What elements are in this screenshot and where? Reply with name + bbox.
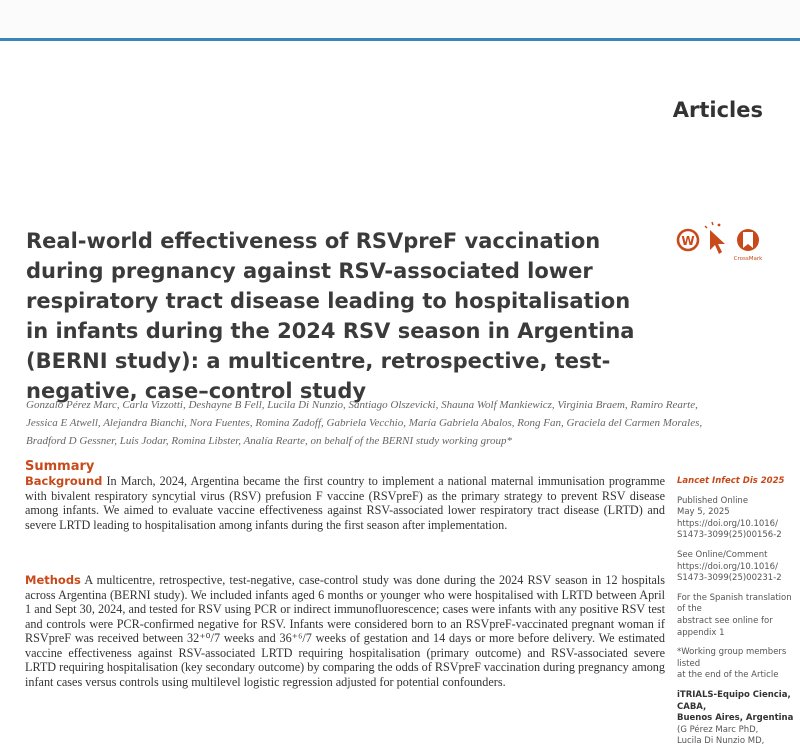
affiliation-name: iTRIALS-Equipo Ciencia, CABA, bbox=[677, 689, 791, 712]
affiliation bbox=[677, 690, 800, 748]
methods-label: Methods bbox=[25, 573, 81, 587]
background-text: In March, 2024, Argentina became the first country to implement a national maternal immunisation programme with bivalent respiratory syncytial virus (RSV) prefusion F vaccine (RSVpreF) as the primary strategy to prevent RSV disease among infants. We aimed to evaluate vaccine effectiveness against RSV-associated lower respiratory tract disease (LRTD) and severe LRTD leading to hospitalisation among infants during the first season after implementation. bbox=[25, 474, 666, 532]
comment-doi-link[interactable]: https://doi.org/10.1016/ bbox=[677, 561, 778, 572]
comment-label: See Online/Comment bbox=[677, 549, 768, 560]
affiliation-location: Buenos Aires, Argentina bbox=[677, 713, 794, 724]
article-icons bbox=[672, 218, 782, 266]
sidebar bbox=[677, 476, 800, 756]
journal-citation: Lancet Infect Dis 2025 bbox=[677, 476, 785, 486]
translation-line: appendix 1 bbox=[677, 627, 725, 638]
working-group-line: *Working group members listed bbox=[677, 647, 787, 669]
working-group-line: at the end of the Article bbox=[677, 670, 779, 681]
translation-line: abstract see online for bbox=[677, 615, 773, 626]
translation-line: For the Spanish translation of the bbox=[677, 592, 792, 615]
doi-link[interactable]: https://doi.org/10.1016/ bbox=[677, 518, 778, 529]
header-bar bbox=[0, 0, 800, 41]
published-label: Published Online bbox=[677, 495, 749, 506]
author-list: Gonzalo Pérez Marc, Carla Vizzotti, Deshayne B Fell, Lucila Di Nunzio, Santiago Olszevicki, Shauna Wolf Mankiewicz, Virginia Braem, Ramiro Rearte, Jessica E Atwell, Alejandra Bianchi, Nora Fuentes, Romina Zadoff, Gabriela Vecchio, María Gabriela Abalos, Rong Fan, Graciela del Carmen Morales, Bradford D Gessner, Luis Jodar, Romina Libster, Analía Rearte, on behalf of the BERNI study working group* bbox=[26, 399, 703, 447]
methods-text: A multicentre, retrospective, test-negative, case-control study was done during the 2024 RSV season in 12 hospitals across Argentina (BERNI study). We included infants aged 6 months or younger who were hospitalised with LRTD between April 1 and Sept 30, 2024, and tested for RSV using PCR or indirect immunofluorescence; cases were infants with any positive RSV test and controls were PCR-confirmed negative for RSV. Infants were considered born to an RSVpreF-vaccinated pregnant woman if RSVpreF was received between 32⁺⁰/7 weeks and 36⁺⁶/7 weeks of gestation and 14 days or more before delivery. We estimated vaccine effectiveness against RSV-associated LRTD requiring hospitalisation (primary outcome) and RSV-associated severe LRTD requiring hospitalisation (key secondary outcome) by comparing the odds of RSVpreF vaccination during pregnancy among infant cases versus controls using multilevel logistic regression adjusted for potential confounders. bbox=[25, 573, 666, 689]
cursor-pointer-icon[interactable] bbox=[705, 222, 725, 254]
methods-paragraph bbox=[25, 573, 665, 689]
comment-info bbox=[677, 550, 800, 585]
publication-info bbox=[677, 496, 800, 542]
doi-link-cont[interactable]: S1473-3099(25)00156-2 bbox=[677, 530, 782, 541]
affiliation-author: Lucila Di Nunzio MD, bbox=[677, 736, 765, 747]
translation-note bbox=[677, 593, 800, 639]
published-date: May 5, 2025 bbox=[677, 507, 730, 518]
affiliation-author: (G Pérez Marc PhD, bbox=[677, 724, 759, 735]
crossmark-icon[interactable] bbox=[734, 229, 763, 262]
summary-heading: Summary bbox=[25, 459, 95, 474]
comment-doi-link-cont[interactable]: S1473-3099(25)00231-2 bbox=[677, 573, 782, 584]
article-title: Real-world effectiveness of RSVpreF vaccination during pregnancy against RSV-associated lower respiratory tract disease leading to hospitalisation in infants during the 2024 RSV season in Argentina (BERNI study): a multicentre, retrospective, test-negative, case–control study bbox=[26, 229, 635, 403]
background-label: Background bbox=[25, 474, 103, 488]
section-label: Articles bbox=[672, 98, 763, 122]
working-group-note bbox=[677, 647, 800, 682]
crossmark-label: CrossMark bbox=[733, 256, 763, 262]
open-access-icon[interactable] bbox=[678, 230, 698, 250]
background-paragraph bbox=[25, 474, 665, 532]
svg-text:W: W bbox=[681, 234, 695, 248]
